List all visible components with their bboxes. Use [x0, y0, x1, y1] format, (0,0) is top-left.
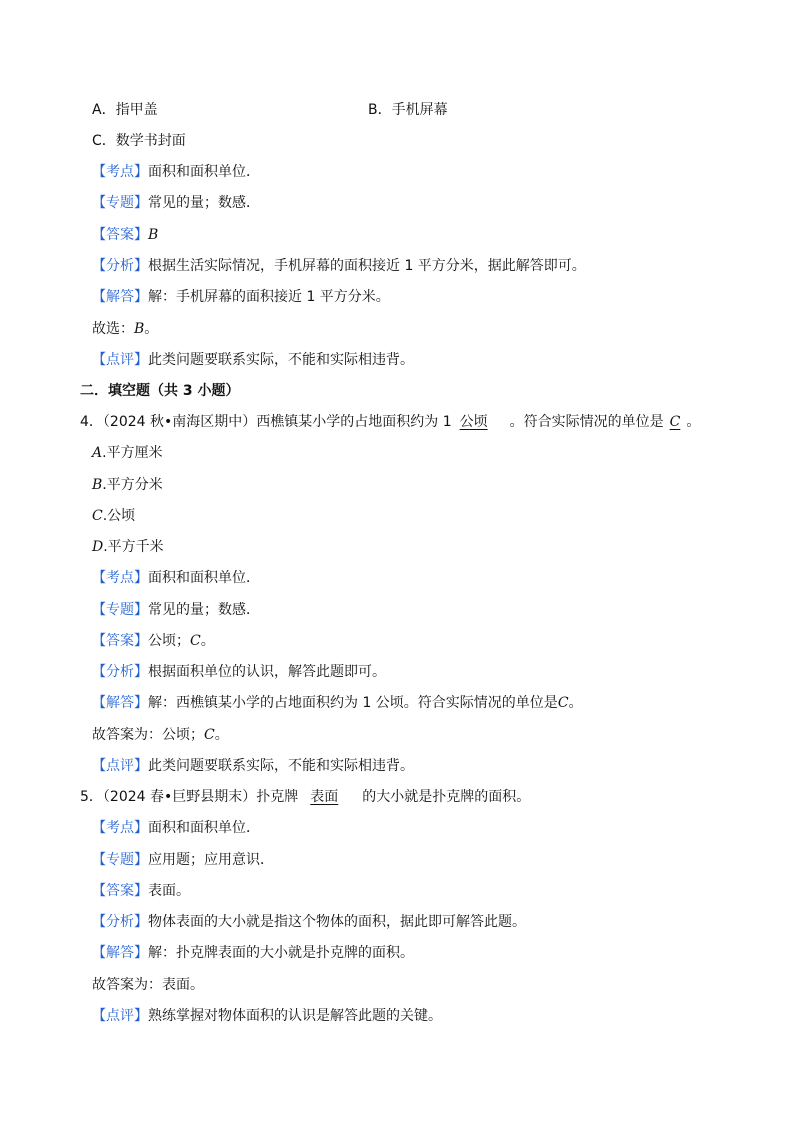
q4-option-d: [92, 537, 164, 557]
kaodian-text: 面积和面积单位．: [148, 164, 260, 180]
daan-tag: 【答案】: [92, 883, 148, 899]
dianping-tag: 【点评】: [92, 758, 148, 774]
jieda-text-a: 解：西樵镇某小学的占地面积约为 1 公顷。符合实际情况的单位是: [148, 695, 558, 711]
zhuanti-text: 应用题；应用意识．: [148, 852, 274, 868]
q4-stem-a: 4．（2024 秋•南海区期中）西樵镇某小学的占地面积约为 1: [80, 414, 452, 430]
q4-option-b: [92, 475, 163, 495]
guxuan-value: B: [134, 321, 145, 337]
jieda-text-c: 。: [568, 695, 583, 711]
jieda-text: 解：扑克牌表面的大小就是扑克牌的面积。: [148, 945, 414, 961]
daan-tag: 【答案】: [92, 633, 148, 649]
q4-dianping: [92, 756, 414, 776]
jieda-text-b: C: [557, 695, 569, 711]
zhuanti-tag: 【专题】: [92, 195, 148, 211]
q5-fenxi: [92, 912, 526, 932]
q3-option-a: A．指甲盖: [92, 102, 158, 118]
q4-opt-b-letter: B: [92, 477, 103, 493]
dianping-tag: 【点评】: [92, 1008, 148, 1024]
q4-opt-c-text: .公顷: [102, 508, 136, 524]
q3-jieda: [92, 287, 390, 307]
q4-stem: [80, 412, 700, 432]
q3-fenxi: [92, 256, 586, 276]
daan-text: B: [148, 227, 159, 243]
q4-zhuanti: [92, 600, 260, 620]
kaodian-tag: 【考点】: [92, 820, 148, 836]
section-title: 二．填空题（共 3 小题）: [80, 383, 240, 399]
zhuanti-text: 常见的量；数感．: [148, 602, 260, 618]
fenxi-text: 根据生活实际情况，手机屏幕的面积接近 1 平方分米，据此解答即可。: [148, 258, 586, 274]
fenxi-text: 根据面积单位的认识，解答此题即可。: [148, 664, 386, 680]
jieda-tag: 【解答】: [92, 945, 148, 961]
q3-daan: [92, 225, 158, 245]
q5-daan: [92, 881, 190, 901]
zhuanti-text: 常见的量；数感．: [148, 195, 260, 211]
dianping-text: 熟练掌握对物体面积的认识是解答此题的关键。: [148, 1008, 442, 1024]
q4-blank-1: 公顷: [459, 414, 488, 430]
q4-kaodian: [92, 568, 260, 588]
fenxi-text: 物体表面的大小就是指这个物体的面积，据此即可解答此题。: [148, 914, 526, 930]
q3-guxuan: [92, 319, 158, 339]
guda-text-a: 故答案为：公顷；: [92, 727, 204, 743]
kaodian-tag: 【考点】: [92, 570, 148, 586]
dianping-text: 此类问题要联系实际，不能和实际相违背。: [148, 758, 414, 774]
fenxi-tag: 【分析】: [92, 664, 148, 680]
q4-stem-c: 。: [686, 414, 701, 430]
kaodian-text: 面积和面积单位．: [148, 570, 260, 586]
q4-opt-d-text: .平方千米: [103, 539, 164, 555]
guxuan-prefix: 故选：: [92, 321, 134, 337]
q3-dianping: [92, 350, 414, 370]
q4-guda: [92, 725, 229, 745]
daan-text-a: 公顷；: [148, 633, 190, 649]
q5-dianping: [92, 1006, 442, 1026]
daan-text: 表面。: [148, 883, 190, 899]
q4-opt-a-text: .平方厘米: [102, 445, 163, 461]
q5-kaodian: [92, 818, 260, 838]
q5-jieda: [92, 943, 414, 963]
fenxi-tag: 【分析】: [92, 258, 148, 274]
q4-blank-2: C: [669, 414, 681, 430]
guda-text-b: C: [204, 727, 215, 743]
q5-blank-1: 表面: [310, 789, 339, 805]
q4-option-c: [92, 506, 135, 526]
q5-zhuanti: [92, 850, 274, 870]
q4-daan: [92, 631, 215, 651]
q4-opt-a-letter: A: [92, 445, 103, 461]
q4-stem-b: 。符合实际情况的单位是: [509, 414, 664, 430]
daan-text-c: 。: [200, 633, 215, 649]
q3-option-c: C．数学书封面: [92, 133, 186, 149]
daan-tag: 【答案】: [92, 227, 148, 243]
jieda-tag: 【解答】: [92, 695, 148, 711]
q4-jieda: [92, 693, 583, 713]
q5-stem: [80, 787, 530, 807]
q3-kaodian: [92, 162, 260, 182]
q4-option-a: [92, 443, 163, 463]
q3-option-b: B．手机屏幕: [368, 102, 448, 118]
jieda-text: 解：手机屏幕的面积接近 1 平方分米。: [148, 289, 390, 305]
q4-opt-c-letter: C: [92, 508, 103, 524]
q4-opt-b-text: .平方分米: [102, 477, 163, 493]
q4-fenxi: [92, 662, 386, 682]
dianping-text: 此类问题要联系实际，不能和实际相违背。: [148, 352, 414, 368]
zhuanti-tag: 【专题】: [92, 852, 148, 868]
fenxi-tag: 【分析】: [92, 914, 148, 930]
zhuanti-tag: 【专题】: [92, 602, 148, 618]
dianping-tag: 【点评】: [92, 352, 148, 368]
kaodian-text: 面积和面积单位．: [148, 820, 260, 836]
guda-text-c: 。: [214, 727, 229, 743]
q5-stem-b: 的大小就是扑克牌的面积。: [362, 789, 531, 805]
guxuan-suffix: 。: [144, 321, 159, 337]
q5-stem-a: 5．（2024 春•巨野县期末）扑克牌: [80, 789, 299, 805]
kaodian-tag: 【考点】: [92, 164, 148, 180]
daan-text-b: C: [190, 633, 201, 649]
jieda-tag: 【解答】: [92, 289, 148, 305]
q3-zhuanti: [92, 193, 260, 213]
q5-guda: 故答案为：表面。: [92, 977, 204, 993]
q4-opt-d-letter: D: [92, 539, 104, 555]
